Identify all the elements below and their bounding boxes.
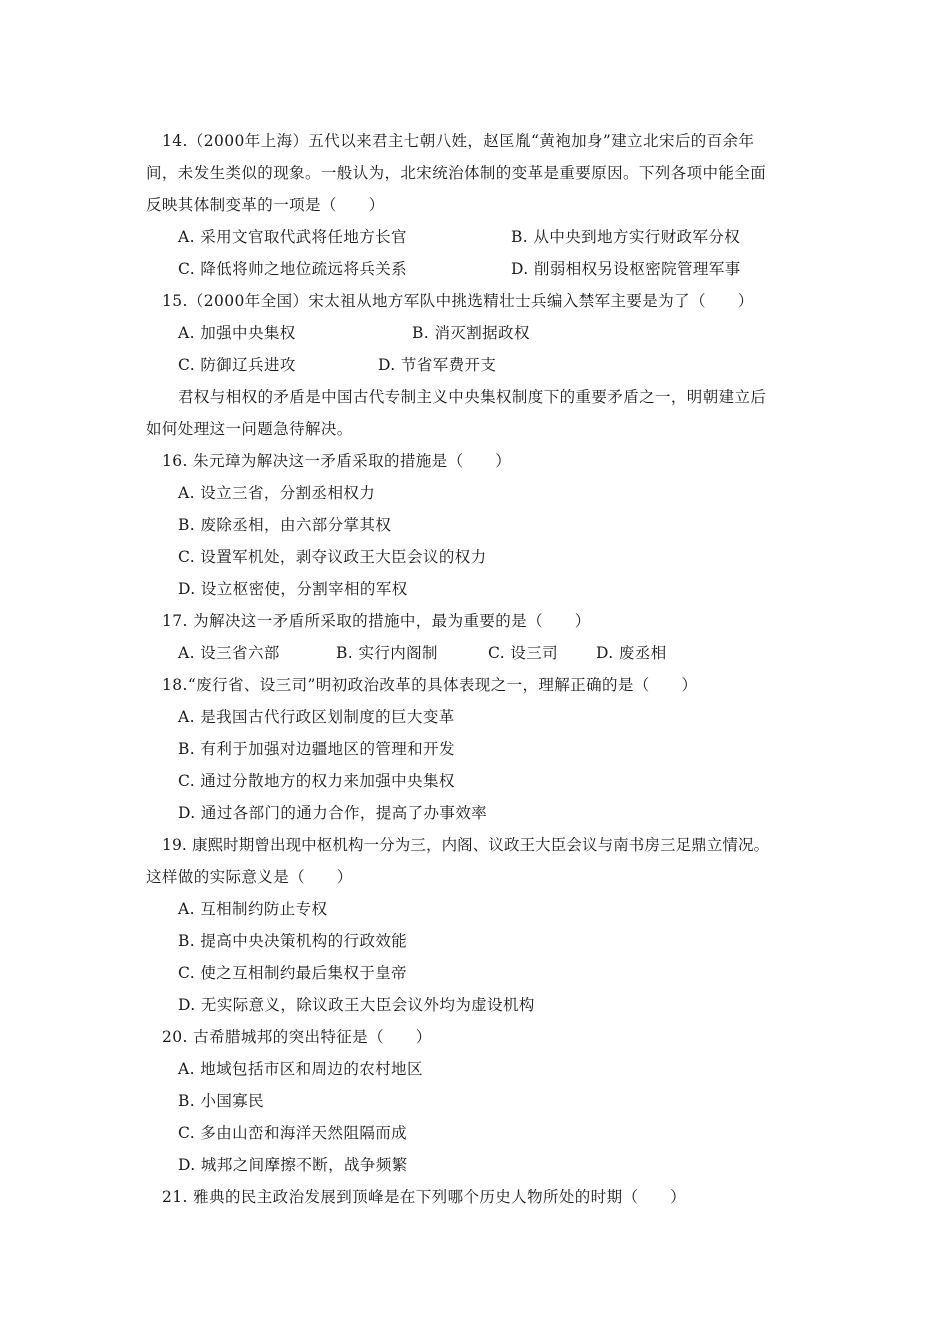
- q14-stem-line3: 反映其体制变革的一项是（ ）: [146, 196, 385, 214]
- q19-stem-line2: 这样做的实际意义是（ ）: [146, 868, 353, 886]
- q16-option-b: B. 废除丞相，由六部分掌其权: [178, 516, 392, 534]
- q14-option-c: C. 降低将帅之地位疏远将兵关系: [178, 260, 408, 278]
- q17-option-a: A. 设三省六部: [178, 644, 280, 662]
- q14-option-a: A. 采用文官取代武将任地方长官: [178, 228, 407, 246]
- q19-option-c: C. 使之互相制约最后集权于皇帝: [178, 964, 408, 982]
- q18-option-b: B. 有利于加强对边疆地区的管理和开发: [178, 740, 455, 758]
- q16-option-a: A. 设立三省，分割丞相权力: [178, 484, 376, 502]
- q14-option-b: B. 从中央到地方实行财政军分权: [511, 228, 741, 246]
- q17-option-b: B. 实行内阁制: [336, 644, 438, 662]
- q20-option-c: C. 多由山峦和海洋天然阻隔而成: [178, 1124, 408, 1142]
- q15-option-a: A. 加强中央集权: [178, 324, 296, 342]
- q20-option-a: A. 地域包括市区和周边的农村地区: [178, 1060, 423, 1078]
- q15-option-c: C. 防御辽兵进攻: [178, 356, 296, 374]
- q20-option-b: B. 小国寡民: [178, 1092, 265, 1110]
- intro-line2: 如何处理这一问题急待解决。: [146, 420, 353, 438]
- q19-stem-line1: 19. 康熙时期曾出现中枢机构一分为三，内阁、议政王大臣会议与南书房三足鼎立情况。: [162, 836, 770, 854]
- q14-stem-line2: 间，未发生类似的现象。一般认为，北宋统治体制的变革是重要原因。下列各项中能全面: [146, 164, 767, 182]
- q20-stem: 20. 古希腊城邦的突出特征是（ ）: [162, 1028, 432, 1046]
- q18-stem: 18.“废行省、设三司”明初政治改革的具体表现之一，理解正确的是（ ）: [162, 676, 698, 694]
- q15-stem: 15.（2000年全国）宋太祖从地方军队中挑选精壮士兵编入禁军主要是为了（ ）: [162, 292, 754, 310]
- q19-option-d: D. 无实际意义，除议政王大臣会议外均为虚设机构: [178, 996, 535, 1014]
- q14-option-d: D. 削弱相权另设枢密院管理军事: [511, 260, 741, 278]
- intro-line1: 君权与相权的矛盾是中国古代专制主义中央集权制度下的重要矛盾之一，明朝建立后: [178, 388, 767, 406]
- q15-option-d: D. 节省军费开支: [378, 356, 497, 374]
- q19-option-b: B. 提高中央决策机构的行政效能: [178, 932, 408, 950]
- q20-option-d: D. 城邦之间摩擦不断，战争频繁: [178, 1156, 408, 1174]
- q16-option-c: C. 设置军机处，剥夺议政王大臣会议的权力: [178, 548, 487, 566]
- q17-option-d: D. 废丞相: [596, 644, 667, 662]
- q19-option-a: A. 互相制约防止专权: [178, 900, 328, 918]
- q21-stem: 21. 雅典的民主政治发展到顶峰是在下列哪个历史人物所处的时期（ ）: [162, 1188, 687, 1206]
- q16-option-d: D. 设立枢密使，分割宰相的军权: [178, 580, 408, 598]
- q18-option-d: D. 通过各部门的通力合作，提高了办事效率: [178, 804, 488, 822]
- q18-option-c: C. 通过分散地方的权力来加强中央集权: [178, 772, 455, 790]
- q17-stem: 17. 为解决这一矛盾所采取的措施中，最为重要的是（ ）: [162, 612, 591, 630]
- q14-stem-line1: 14.（2000年上海）五代以来君主七朝八姓，赵匡胤“黄袍加身”建立北宋后的百余年: [162, 132, 755, 150]
- q16-stem: 16. 朱元璋为解决这一矛盾采取的措施是（ ）: [162, 452, 512, 470]
- q18-option-a: A. 是我国古代行政区划制度的巨大变革: [178, 708, 455, 726]
- q15-option-b: B. 消灭割据政权: [412, 324, 530, 342]
- q17-option-c: C. 设三司: [488, 644, 559, 662]
